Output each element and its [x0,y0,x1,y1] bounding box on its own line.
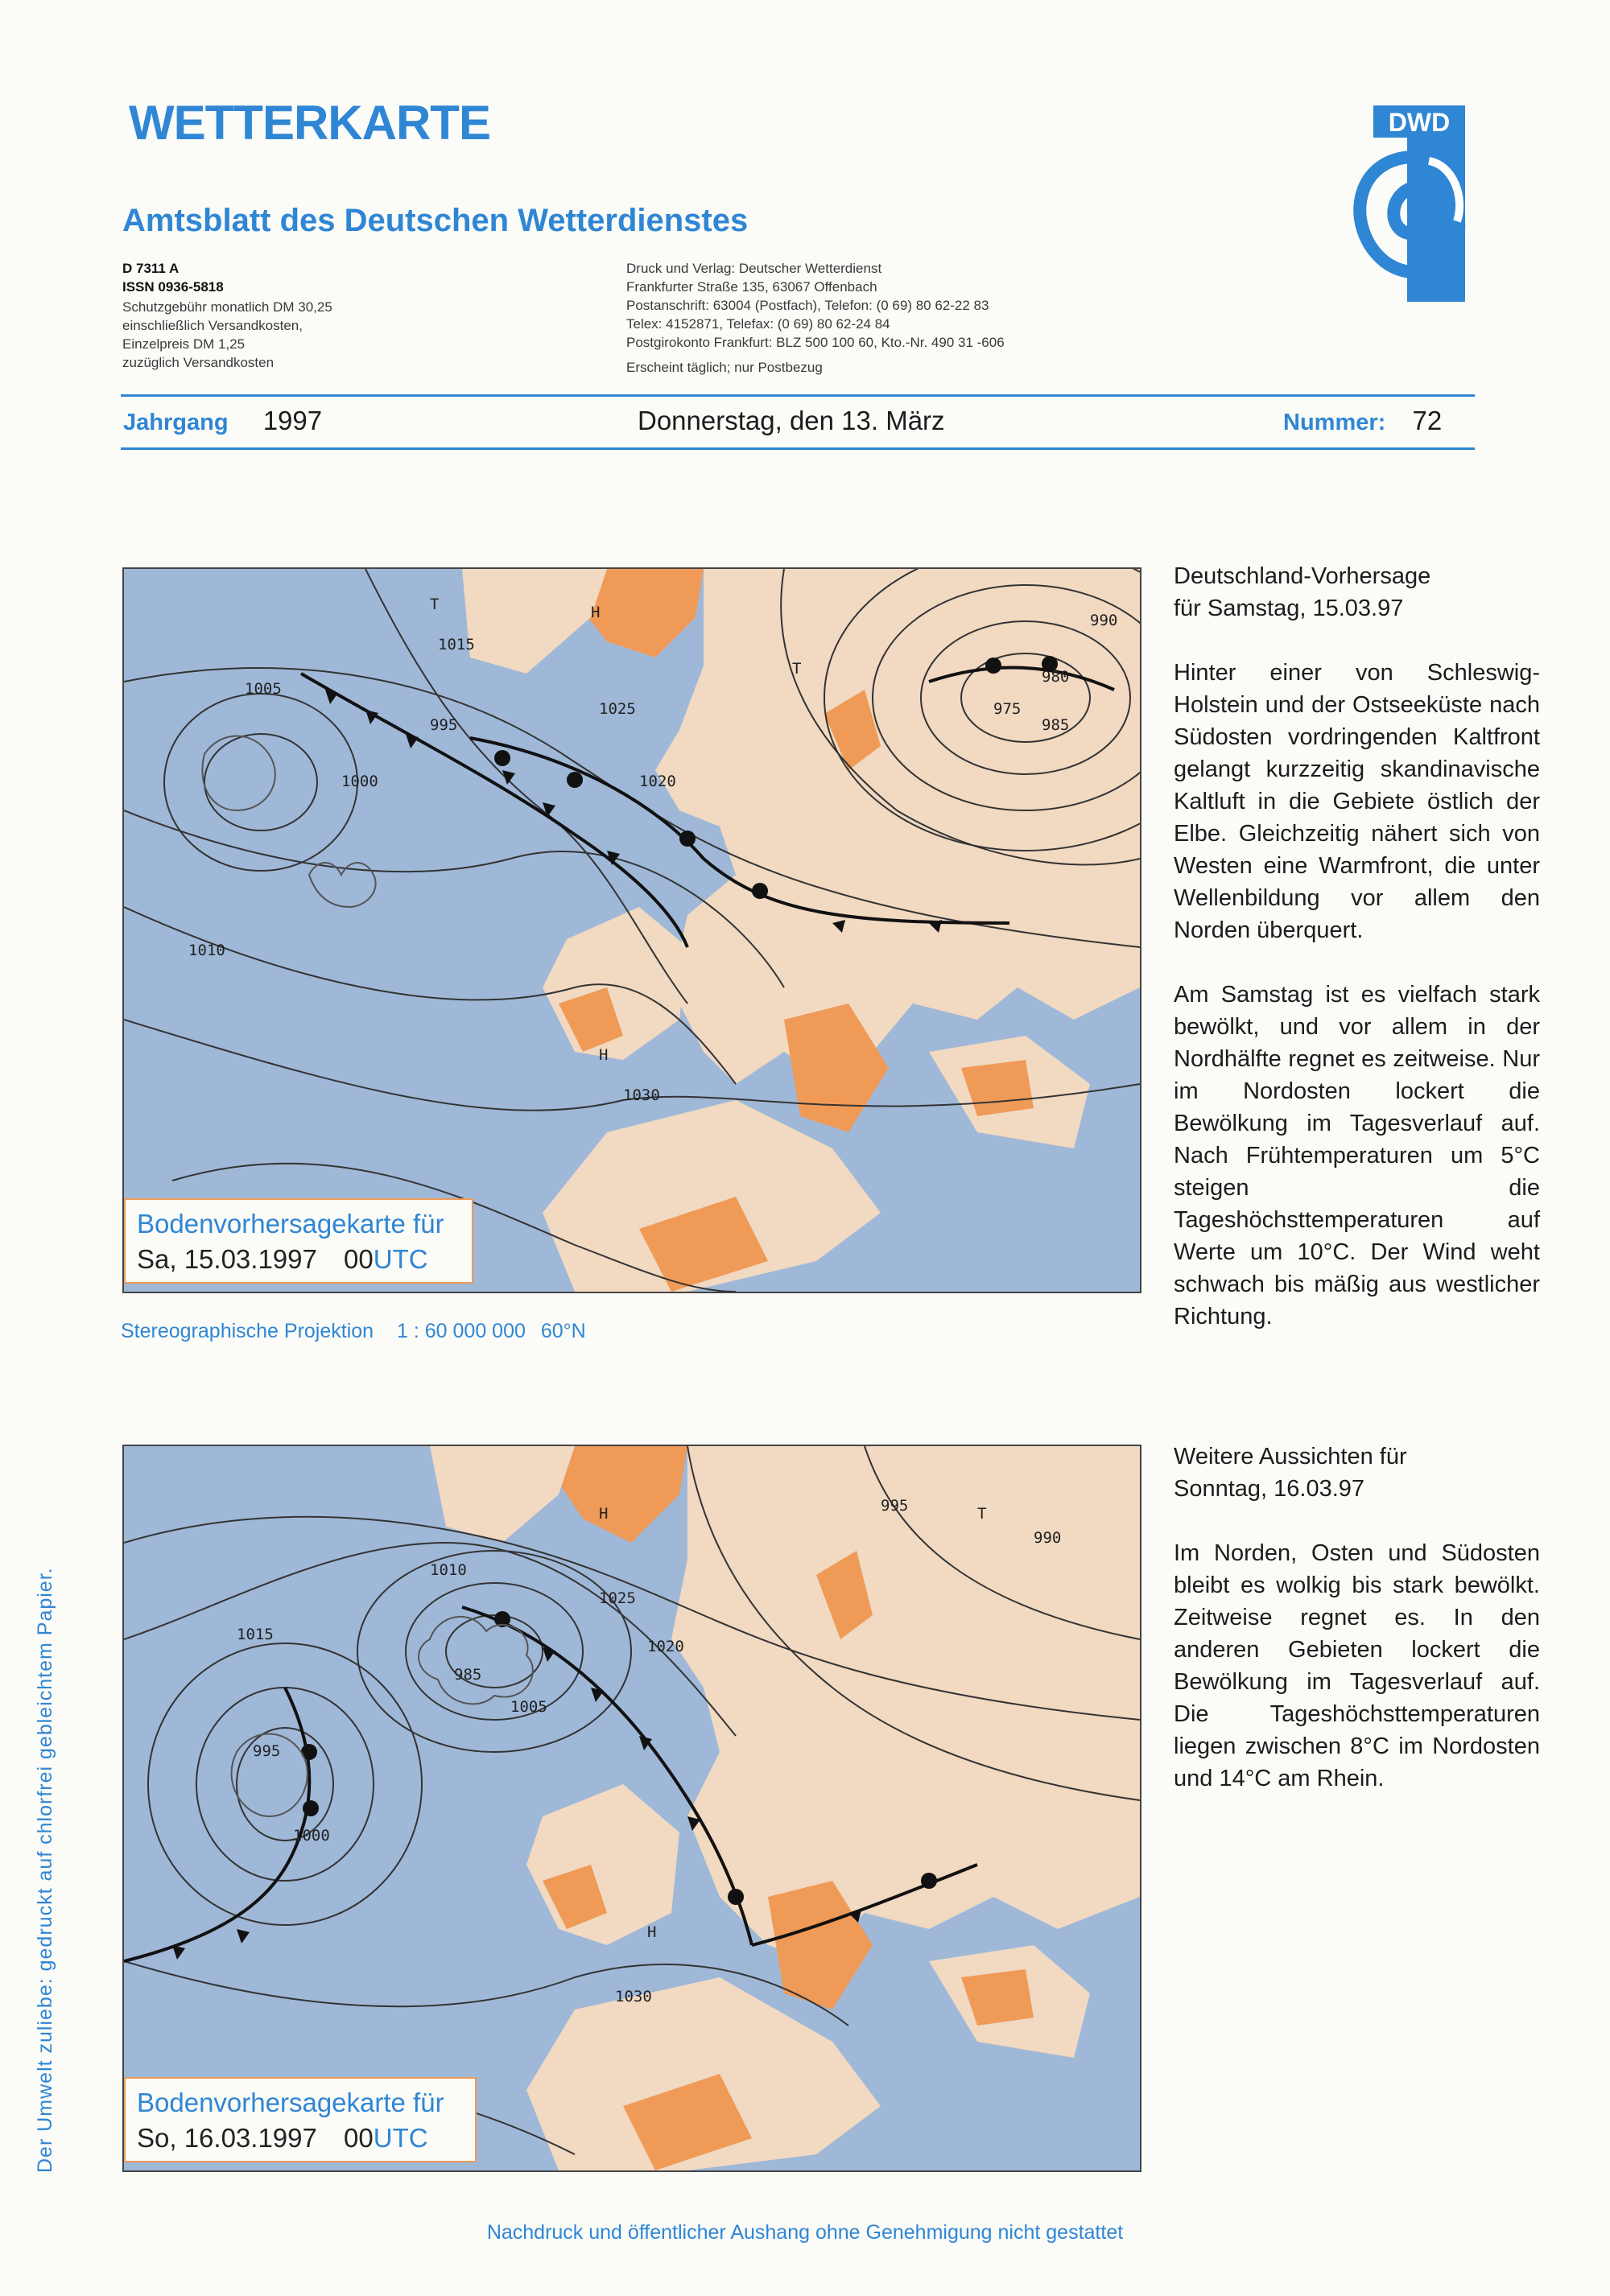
map-1-label: T [430,596,440,613]
map-1-label: T [792,660,802,678]
page-title: WETTERKARTE [129,96,490,150]
publication-code: D 7311 A [122,261,180,276]
map-1-label: 975 [993,700,1022,718]
jahrgang [123,406,322,436]
logo-text: DWD [1388,108,1451,137]
outlook-paragraph-1: Im Norden, Osten und Südosten bleibt es wolkig bis stark bewölkt. Zeitweise regnet es. In den anderen Gebieten lockert die Bewölkung im Tagesverlauf auf. Die Tageshöchsttemperaturen liegen zwischen 8°C im Nordosten und 14°C am Rhein. [1174,1540,1540,1791]
projection-latitude: 60°N [540,1320,586,1342]
map-2-label: 1015 [237,1626,274,1643]
nummer-value: 72 [1412,406,1443,435]
map-2-label: T [977,1505,987,1523]
publisher-line-2: Frankfurter Straße 135, 63067 Offenbach [626,279,877,295]
map-2-caption-utc: UTC [373,2123,428,2153]
header-rule-top [121,394,1475,397]
map-2-label: 1025 [599,1589,636,1607]
map-2-caption-title: Bodenvorhersagekarte für [137,2088,444,2117]
map-1-label: H [591,604,601,621]
publisher-line-1: Druck und Verlag: Deutscher Wetterdienst [626,261,882,276]
issn: ISSN 0936-5818 [122,279,224,295]
outlook-heading-1: Weitere Aussichten für [1174,1444,1407,1470]
map-2-caption [124,2077,477,2162]
map-2-label: 1000 [293,1827,330,1845]
map-1-caption-utc: UTC [373,1244,428,1274]
map-2-caption-datetime [137,2121,464,2156]
outlook-heading-2: Sonntag, 16.03.97 [1174,1476,1365,1502]
forecast-heading-1: Deutschland-Vorhersage [1174,563,1431,589]
forecast-paragraph-2: Am Samstag ist es vielfach stark bewölkt, und vor allem in der Nordhälfte regnet es zeitweise. Nur im Nordosten lockert die Bewölkung im Tagesverlauf auf. Nach Frühtemperaturen um 5°C steigen die Tageshöchsttemperaturen auf Werte um 10°C. Der Wind weht schwach bis mäßig aus westlicher Richtung. [1174,982,1540,1329]
map-2-caption-time: 00 [344,2123,374,2153]
map-1-label: 990 [1090,612,1118,629]
projection-note [121,1320,586,1343]
publisher-line-5: Postgirokonto Frankfurt: BLZ 500 100 60, Kto.-Nr. 490 31 -606 [626,335,1005,350]
publisher-line-4: Telex: 4152871, Telefax: (0 69) 80 62-24 84 [626,316,890,332]
map-1-caption-title: Bodenvorhersagekarte für [137,1209,444,1239]
forecast-map-sunday [122,1445,1141,2172]
publisher-info [626,259,1005,377]
fee-line-3: Einzelpreis DM 1,25 [122,336,246,352]
publication-info [122,259,332,372]
fee-line-1: Schutzgebühr monatlich DM 30,25 [122,299,332,315]
jahrgang-value: 1997 [262,406,323,435]
projection-label: Stereographische Projektion [121,1320,374,1342]
page-subtitle: Amtsblatt des Deutschen Wetterdienstes [122,203,749,238]
map-1-caption-datetime [137,1242,460,1277]
map-2-graphic [124,1446,1140,2170]
map-2-label: 1020 [647,1638,684,1655]
nummer-label: Nummer: [1283,410,1386,435]
publisher-line-3: Postanschrift: 63004 (Postfach), Telefon: (0 69) 80 62-22 83 [626,298,989,313]
fee-line-2: einschließlich Versandkosten, [122,318,303,333]
header-rule-bottom [121,447,1475,450]
forecast-map-saturday [122,567,1141,1293]
map-1-label: 995 [430,716,458,734]
map-2-label: 1030 [615,1988,652,2005]
map-1-label: H [599,1046,609,1064]
map-2-label: 995 [881,1497,909,1515]
outlook-section [1174,1441,1540,1795]
map-2-label: 985 [454,1666,482,1684]
map-2-label: 990 [1034,1529,1062,1547]
issue-date: Donnerstag, den 13. März [638,406,945,435]
footer-note: Nachdruck und öffentlicher Aushang ohne Genehmigung nicht gestattet [486,2221,1124,2244]
map-1-caption-time: 00 [344,1244,374,1274]
map-1-label: 1005 [245,680,282,698]
map-2-caption-date: So, 16.03.1997 [137,2123,317,2153]
map-1-label: 1030 [623,1086,660,1104]
nummer [1283,406,1442,436]
map-2-label: 1010 [430,1561,467,1579]
map-2-label: 995 [253,1742,281,1760]
dwd-logo [1320,101,1473,302]
map-1-label: 1020 [639,773,676,790]
environment-note: Der Umwelt zuliebe: gedruckt auf chlorfrei gebleichtem Papier. [34,1567,56,2173]
map-1-label: 980 [1042,668,1070,686]
publisher-line-6: Erscheint täglich; nur Postbezug [626,360,823,375]
map-2-label: H [647,1923,657,1941]
map-1-label: 1015 [438,636,475,653]
projection-scale: 1 : 60 000 000 [397,1320,526,1342]
forecast-paragraph-1: Hinter einer von Schleswig-Holstein und der Ostseeküste nach Südosten vordringenden Kaltfront gelangt kurzzeitig skandinavische Kaltluft in die Gebiete östlich der Elbe. Gleichzeitig nähert sich von Westen eine Warmfront, die unter Wellenbildung vor allem den Norden überquert. [1174,660,1540,943]
map-1-graphic [124,569,1140,1292]
map-1-label: 1025 [599,700,636,718]
fee-line-4: zuzüglich Versandkosten [122,355,275,370]
map-1-caption [124,1198,473,1284]
forecast-section [1174,560,1540,1333]
map-1-label: 1010 [188,942,225,959]
map-1-label: 985 [1042,716,1070,734]
map-1-caption-date: Sa, 15.03.1997 [137,1244,317,1274]
map-2-label: 1005 [510,1698,547,1716]
map-2-label: H [599,1505,609,1523]
forecast-heading-2: für Samstag, 15.03.97 [1174,596,1404,621]
jahrgang-label: Jahrgang [123,410,229,435]
map-1-label: 1000 [341,773,378,790]
